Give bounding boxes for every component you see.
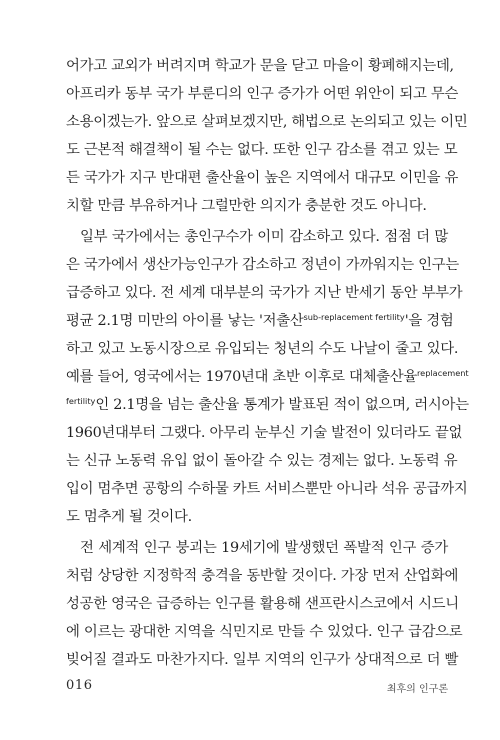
paragraph-3 — [66, 534, 463, 674]
text-line: 입이 멈추면 공항의 수하물 카트 서비스뿐만 아니라 석유 공급까지 — [66, 481, 468, 497]
page-number: 016 — [66, 678, 93, 693]
paragraph-1 — [66, 52, 468, 220]
text-line: 하고 있고 노동시장으로 유입되는 청년의 수도 나날이 줄고 있다. — [66, 341, 459, 357]
text-line: 은 국가에서 생산가능인구가 감소하고 정년이 가까워지는 인구는 — [66, 257, 459, 273]
text-segment: '을 경험 — [404, 313, 454, 329]
text-line: 전 세계적 인구 붕괴는 19세기에 발생했던 폭발적 인구 증가 — [80, 540, 448, 556]
text-line: 도 근본적 해결책이 될 수는 없다. 또한 인구 감소를 겪고 있는 모 — [66, 142, 458, 158]
text-line — [66, 391, 469, 419]
text-line: 치할 만큼 부유하거나 그럴만한 의지가 충분한 것도 아니다. — [66, 198, 427, 214]
text-line: 어가고 교외가 버려지며 학교가 문을 닫고 마을이 황폐해지는데, — [66, 58, 454, 74]
text-segment: 예를 들어, 영국에서는 1970년대 초반 이후로 대체출산율 — [66, 369, 417, 385]
text-line: 아프리카 동부 국가 부룬디의 인구 증가가 어떤 위안이 되고 무슨 — [66, 86, 459, 102]
text-line: 도 멈추게 될 것이다. — [66, 509, 192, 525]
text-line: 급증하고 있다. 전 세계 대부분의 국가가 지난 반세기 동안 부부가 — [66, 285, 463, 301]
page-body — [66, 52, 469, 674]
text-line: 성공한 영국은 급증하는 인구를 활용해 샌프란시스코에서 시드니 — [66, 596, 459, 612]
superscript-term: fertility — [66, 396, 96, 406]
text-line: 처럼 상당한 지정학적 충격을 동반할 것이다. 가장 먼저 산업화에 — [66, 568, 459, 584]
text-segment: 평균 2.1명 미만의 아이를 낳는 '저출산 — [66, 313, 304, 329]
superscript-term: replacement — [416, 368, 469, 378]
text-segment: 인 2.1명을 넘는 출산율 통계가 발표된 적이 없으며, 러시아는 — [95, 397, 469, 413]
superscript-term: sub-replacement fertility — [303, 312, 405, 322]
text-line: 든 국가가 지구 반대편 출산율이 높은 지역에서 대규모 이민을 유 — [66, 170, 459, 186]
text-line: 에 이르는 광대한 지역을 식민지로 만들 수 있었다. 인구 급감으로 — [66, 624, 463, 640]
text-line: 는 신규 노동력 유입 없이 돌아갈 수 있는 경제는 없다. 노동력 유 — [66, 453, 458, 469]
text-line: 소용이겠는가. 앞으로 살펴보겠지만, 해법으로 논의되고 있는 이민 — [66, 114, 468, 130]
text-line: 빚어질 결과도 마찬가지다. 일부 지역의 인구가 상대적으로 더 빨 — [66, 652, 459, 668]
text-line: 일부 국가에서는 총인구수가 이미 감소하고 있다. 점점 더 많 — [80, 229, 448, 245]
paragraph-2 — [66, 223, 469, 531]
text-line: 1960년대부터 그랬다. 아무리 눈부신 기술 발전이 있더라도 끝없 — [66, 425, 463, 441]
text-line — [66, 307, 454, 335]
running-footer-title: 최후의 인구론 — [386, 684, 448, 695]
text-line — [66, 363, 469, 391]
